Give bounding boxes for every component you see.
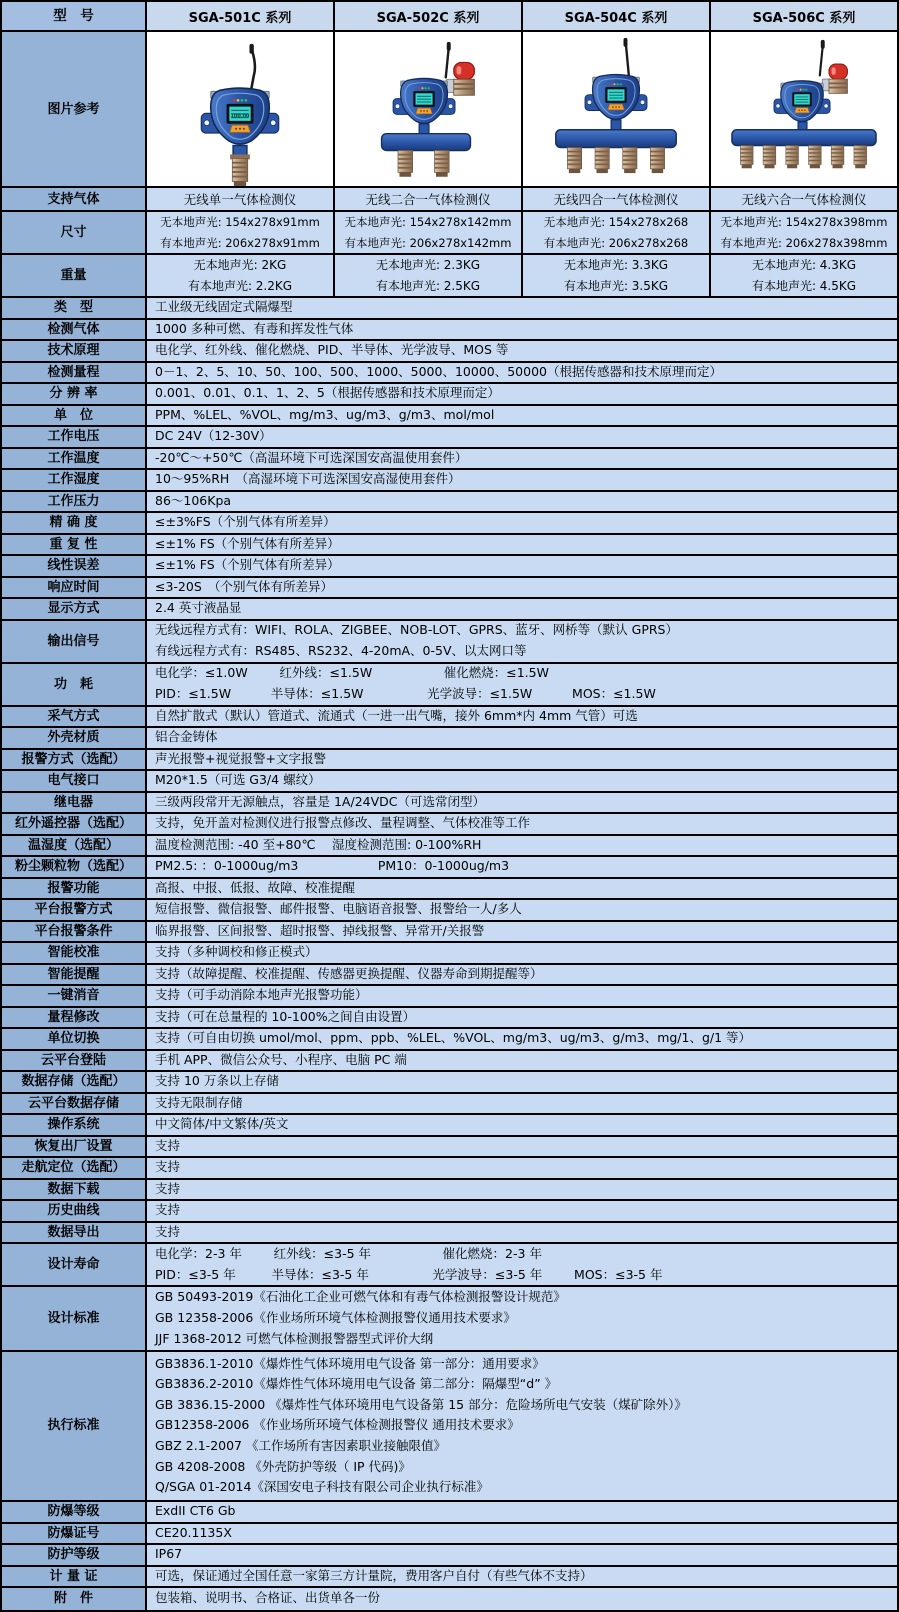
dimension-line: 无本地声光: 154x278x268 <box>543 214 689 229</box>
header-model-506c: SGA-506C 系列 <box>711 2 897 30</box>
spec-line: 自然扩散式（默认）管道式、流通式（一进一出气嘴，接外 6mm*内 4mm 气管）可选 <box>155 707 638 723</box>
spec-line: 中文简体/中文繁体/英文 <box>155 1116 289 1132</box>
spec-row-label: 报警功能 <box>2 879 147 899</box>
spec-line: 支持，免开盖对检测仪进行报警点修改、量程调整、气体校准等工作 <box>155 815 531 831</box>
spec-row-value <box>147 535 897 555</box>
spec-row-label: 线性误差 <box>2 556 147 576</box>
spec-row-value <box>147 341 897 361</box>
spec-line: GB3836.1-2010《爆炸性气体环境用电气设备 第一部分：通用要求》 <box>155 1355 545 1371</box>
spec-row <box>2 707 897 729</box>
spec-row-value <box>147 771 897 791</box>
spec-row-value <box>147 1567 897 1587</box>
spec-row-value <box>147 363 897 383</box>
spec-row <box>2 943 897 965</box>
spec-line: 支持 <box>155 1137 181 1153</box>
spec-line: 无线远程方式有：WIFI、ROLA、ZIGBEE、NOB-LOT、GPRS、蓝牙、网桥等（默认 GPRS） <box>155 622 678 638</box>
spec-row-value <box>147 1094 897 1114</box>
dimension-line: 有本地声光: 206x278x142mm <box>344 235 512 250</box>
spec-row-value <box>147 578 897 598</box>
spec-line: 临界报警、区间报警、超时报警、掉线报警、异常开/关报警 <box>155 922 485 938</box>
spec-line: CE20.1135X <box>155 1524 232 1540</box>
spec-line: GB 3836.15-2000 《爆炸性气体环境用电气设备第 15 部分：危险场所电气安装（煤矿除外）》 <box>155 1396 687 1412</box>
spec-row-label: 平台报警方式 <box>2 900 147 920</box>
weight-label: 重量 <box>2 255 147 296</box>
product-image-sga-504c-quad-detector <box>523 32 709 186</box>
spec-row <box>2 556 897 578</box>
supported-gas-502c: 无线二合一气体检测仪 <box>335 188 523 210</box>
spec-row-label: 报警方式（选配） <box>2 750 147 770</box>
spec-line: ≤±1% FS（个别气体有所差异） <box>155 557 340 573</box>
spec-row-label: 外壳材质 <box>2 728 147 748</box>
spec-row-label: 防爆等级 <box>2 1502 147 1522</box>
spec-line: PID：≤3-5 年 半导体：≤3-5 年 光学波导：≤3-5 年 MOS：≤3-5 年 <box>155 1266 663 1282</box>
spec-line: 支持（故障提醒、校准提醒、传感器更换提醒、仪器寿命到期提醒等） <box>155 965 543 981</box>
spec-row-value <box>147 1201 897 1221</box>
spec-line: PID：≤1.5W 半导体：≤1.5W 光学波导：≤1.5W MOS：≤1.5W <box>155 686 656 701</box>
header-model-502c: SGA-502C 系列 <box>335 2 523 30</box>
dimensions-label: 尺寸 <box>2 212 147 253</box>
spec-line: ≤3-20S （个别气体有所差异） <box>155 578 334 594</box>
spec-row-value <box>147 857 897 877</box>
spec-row-value <box>147 750 897 770</box>
spec-line: ≤±1% FS（个别气体有所差异） <box>155 535 340 551</box>
spec-line: DC 24V（12-30V） <box>155 428 272 444</box>
spec-line: 支持 10 万条以上存储 <box>155 1073 279 1089</box>
spec-row <box>2 599 897 621</box>
spec-line: 可选，保证通过全国任意一家第三方计量院，费用客户自付（有些气体不支持） <box>155 1567 593 1583</box>
spec-row-label: 走航定位（选配） <box>2 1158 147 1178</box>
spec-row <box>2 1115 897 1137</box>
svg-text:100.00: 100.00 <box>230 113 250 120</box>
spec-row-value <box>147 1008 897 1028</box>
spec-row-value <box>147 728 897 748</box>
spec-row-label: 粉尘颗粒物（选配） <box>2 857 147 877</box>
spec-row-label: 工作温度 <box>2 449 147 469</box>
spec-row-label: 防爆证号 <box>2 1524 147 1544</box>
spec-line: 包装箱、说明书、合格证、出货单各一份 <box>155 1590 381 1606</box>
spec-row-value <box>147 1223 897 1243</box>
spec-line: GB 12358-2006《作业场所环境气体检测报警仪通用技术要求》 <box>155 1309 516 1325</box>
spec-line: 0.001、0.01、0.1、1、2、5（根据传感器和技术原理而定） <box>155 385 500 401</box>
spec-line: 支持（可自由切换 umol/mol、ppm、ppb、%LEL、%VOL、mg/m3、ug/m3、g/m3、mg/1、g/1 等） <box>155 1030 752 1046</box>
spec-row <box>2 1588 897 1610</box>
spec-row <box>2 513 897 535</box>
spec-row-label: 一键消音 <box>2 986 147 1006</box>
weight-row <box>2 255 897 298</box>
spec-row-value <box>147 384 897 404</box>
spec-line: 支持 <box>155 1159 181 1175</box>
spec-row <box>2 1567 897 1589</box>
weight-line: 无本地声光: 4.3KG <box>751 257 857 272</box>
spec-row <box>2 1545 897 1567</box>
product-image-sga-506c-six-detector <box>711 32 897 186</box>
spec-row <box>2 664 897 707</box>
weight-line: 无本地声光: 2.3KG <box>375 257 481 272</box>
spec-line: 86～106Kpa <box>155 492 232 508</box>
spec-line: 支持 <box>155 1180 181 1196</box>
spec-row-value <box>147 1072 897 1092</box>
header-model-label: 型 号 <box>2 2 147 30</box>
spec-row-value <box>147 943 897 963</box>
spec-row-label: 操作系统 <box>2 1115 147 1135</box>
spec-row-value <box>147 449 897 469</box>
spec-line: 支持（可手动消除本地声光报警功能） <box>155 987 368 1003</box>
spec-row-label: 工作湿度 <box>2 470 147 490</box>
spec-row-label: 响应时间 <box>2 578 147 598</box>
spec-row <box>2 793 897 815</box>
spec-row <box>2 1502 897 1524</box>
spec-row-value <box>147 836 897 856</box>
spec-row-value <box>147 1137 897 1157</box>
spec-line: 2.4 英寸液晶显 <box>155 600 242 616</box>
spec-row-label: 防护等级 <box>2 1545 147 1565</box>
spec-row <box>2 771 897 793</box>
product-image-cell-504c <box>523 32 711 186</box>
spec-row-label: 重 复 性 <box>2 535 147 555</box>
spec-row-label: 技术原理 <box>2 341 147 361</box>
spec-row-value <box>147 1545 897 1565</box>
spec-row <box>2 320 897 342</box>
spec-line: GB 4208-2008 《外壳防护等级（ IP 代码)》 <box>155 1458 411 1474</box>
spec-row-value <box>147 1115 897 1135</box>
supported-gas-row <box>2 188 897 212</box>
spec-row-value <box>147 556 897 576</box>
spec-row-value <box>147 1502 897 1522</box>
spec-row <box>2 1524 897 1546</box>
spec-row <box>2 1244 897 1287</box>
spec-line: 支持无限制存储 <box>155 1094 243 1110</box>
spec-row-label: 附 件 <box>2 1588 147 1610</box>
spec-line: ≤±3%FS（个别气体有所差异） <box>155 514 336 530</box>
dimensions-502c <box>335 212 523 253</box>
spec-line: 铝合金铸体 <box>155 729 218 745</box>
spec-row-label: 设计标准 <box>2 1287 147 1350</box>
spec-row <box>2 621 897 664</box>
spec-row-value <box>147 427 897 447</box>
spec-row <box>2 1051 897 1073</box>
spec-row-label: 功 耗 <box>2 664 147 705</box>
dimensions-504c <box>523 212 711 253</box>
spec-row <box>2 814 897 836</box>
spec-row-label: 输出信号 <box>2 621 147 662</box>
spec-row <box>2 363 897 385</box>
spec-row-value <box>147 1029 897 1049</box>
dimensions-row <box>2 212 897 255</box>
spec-line: 声光报警+视觉报警+文字报警 <box>155 750 326 766</box>
spec-row-value <box>147 922 897 942</box>
weight-506c <box>711 255 897 296</box>
weight-line: 有本地声光: 2.5KG <box>375 278 481 293</box>
spec-line: 10～95%RH （高湿环境下可选深国安高湿使用套件） <box>155 471 461 487</box>
spec-row-label: 数据存储（选配） <box>2 1072 147 1092</box>
spec-line: 三级两段常开无源触点，容量是 1A/24VDC（可选常闭型） <box>155 793 485 809</box>
spec-row-label: 单位切换 <box>2 1029 147 1049</box>
spec-row <box>2 900 897 922</box>
spec-row-label: 数据导出 <box>2 1223 147 1243</box>
spec-row-value <box>147 986 897 1006</box>
spec-row <box>2 750 897 772</box>
spec-row <box>2 1352 897 1503</box>
spec-row-value <box>147 664 897 705</box>
dimension-line: 无本地声光: 154x278x398mm <box>720 214 888 229</box>
spec-row-label: 设计寿命 <box>2 1244 147 1285</box>
spec-line: 有线远程方式有：RS485、RS232、4-20mA、0-5V、以太网口等 <box>155 643 527 658</box>
spec-row-value <box>147 1180 897 1200</box>
dimensions-501c <box>147 212 335 253</box>
spec-row <box>2 1137 897 1159</box>
spec-row <box>2 836 897 858</box>
image-row-label: 图片参考 <box>2 32 147 186</box>
spec-row <box>2 1008 897 1030</box>
spec-line: GB3836.2-2010《爆炸性气体环境用电气设备 第二部分：隔爆型“d” 》 <box>155 1376 558 1392</box>
spec-row-label: 继电器 <box>2 793 147 813</box>
spec-row <box>2 578 897 600</box>
spec-line: 支持 <box>155 1202 181 1218</box>
spec-row <box>2 879 897 901</box>
spec-row-value <box>147 1244 897 1285</box>
weight-line: 无本地声光: 3.3KG <box>563 257 669 272</box>
spec-row <box>2 1201 897 1223</box>
spec-row <box>2 535 897 557</box>
spec-row <box>2 449 897 471</box>
spec-line: 高报、中报、低报、故障、校准提醒 <box>155 879 356 895</box>
spec-row-label: 智能校准 <box>2 943 147 963</box>
spec-row-value <box>147 1287 897 1350</box>
spec-line: 电化学：2-3 年 红外线：≤3-5 年 催化燃烧：2-3 年 <box>155 1245 542 1261</box>
supported-gas-501c: 无线单一气体检测仪 <box>147 188 335 210</box>
spec-line: 温度检测范围: -40 至+80℃ 湿度检测范围: 0-100%RH <box>155 836 482 852</box>
spec-row-value <box>147 1588 897 1610</box>
spec-row-label: 计 量 证 <box>2 1567 147 1587</box>
spec-row <box>2 1223 897 1245</box>
spec-row-label: 检测气体 <box>2 320 147 340</box>
weight-line: 有本地声光: 4.5KG <box>751 278 857 293</box>
spec-line: 电化学、红外线、催化燃烧、PID、半导体、光学波导、MOS 等 <box>155 342 509 358</box>
spec-row-value <box>147 470 897 490</box>
spec-row-label: 智能提醒 <box>2 965 147 985</box>
spec-row <box>2 470 897 492</box>
spec-row-value <box>147 492 897 512</box>
spec-line: -20℃～+50℃（高温环境下可选深国安高温使用套件） <box>155 449 468 465</box>
spec-row <box>2 1094 897 1116</box>
spec-row-label: 温湿度（选配） <box>2 836 147 856</box>
spec-line: GB 50493-2019《石油化工企业可燃气体和有毒气体检测报警设计规范》 <box>155 1289 566 1305</box>
spec-row-label: 分 辨 率 <box>2 384 147 404</box>
spec-line: M20*1.5（可选 G3/4 螺纹） <box>155 772 321 788</box>
spec-row-label: 平台报警条件 <box>2 922 147 942</box>
spec-row-value <box>147 1524 897 1544</box>
spec-row-label: 执行标准 <box>2 1352 147 1501</box>
spec-row <box>2 965 897 987</box>
weight-line: 有本地声光: 2.2KG <box>187 278 293 293</box>
spec-row-value <box>147 879 897 899</box>
product-image-cell-502c <box>335 32 523 186</box>
dimension-line: 有本地声光: 206x278x268 <box>543 235 689 250</box>
product-image-sga-502c-dual-detector <box>335 32 521 186</box>
spec-row-value <box>147 793 897 813</box>
spec-line: 支持（多种调校和修正模式） <box>155 944 318 960</box>
spec-row-label: 采气方式 <box>2 707 147 727</box>
weight-501c <box>147 255 335 296</box>
header-model-501c: SGA-501C 系列 <box>147 2 335 30</box>
spec-row-label: 电气接口 <box>2 771 147 791</box>
spec-row-value <box>147 707 897 727</box>
spec-row <box>2 728 897 750</box>
weight-504c <box>523 255 711 296</box>
spec-row <box>2 857 897 879</box>
spec-row <box>2 492 897 514</box>
spec-row-label: 单 位 <box>2 406 147 426</box>
spec-row-label: 工作电压 <box>2 427 147 447</box>
spec-row-value <box>147 900 897 920</box>
spec-row-value <box>147 814 897 834</box>
spec-row-value <box>147 298 897 318</box>
spec-row-label: 工作压力 <box>2 492 147 512</box>
spec-row <box>2 1072 897 1094</box>
spec-row-label: 恢复出厂设置 <box>2 1137 147 1157</box>
header-model-504c: SGA-504C 系列 <box>523 2 711 30</box>
spec-line: 电化学：≤1.0W 红外线：≤1.5W 催化燃烧：≤1.5W <box>155 665 549 681</box>
spec-row-value <box>147 599 897 619</box>
dimension-line: 有本地声光: 206x278x91mm <box>160 235 320 250</box>
spec-line: PM2.5: ：0-1000ug/m3 PM10：0-1000ug/m3 <box>155 858 510 874</box>
spec-row-label: 红外遥控器（选配） <box>2 814 147 834</box>
supported-gas-506c: 无线六合一气体检测仪 <box>711 188 897 210</box>
spec-row <box>2 986 897 1008</box>
supported-gas-504c: 无线四合一气体检测仪 <box>523 188 711 210</box>
spec-line: ExdII CT6 Gb <box>155 1503 236 1519</box>
spec-line: 1000 多种可燃、有毒和挥发性气体 <box>155 320 354 336</box>
spec-row-label: 精 确 度 <box>2 513 147 533</box>
dimension-line: 无本地声光: 154x278x142mm <box>344 214 512 229</box>
spec-line: 支持（可在总量程的 10-100%之间自由设置） <box>155 1008 416 1024</box>
spec-row <box>2 384 897 406</box>
spec-line: GBZ 2.1-2007 《工作场所有害因素职业接触限值》 <box>155 1438 446 1454</box>
weight-line: 无本地声光: 2KG <box>193 257 287 272</box>
product-image-cell-506c <box>711 32 897 186</box>
spec-row-value <box>147 965 897 985</box>
spec-line: Q/SGA 01-2014《深国安电子科技有限公司企业执行标准》 <box>155 1479 489 1495</box>
spec-row-label: 云平台登陆 <box>2 1051 147 1071</box>
dimensions-506c <box>711 212 897 253</box>
spec-row <box>2 1029 897 1051</box>
weight-502c <box>335 255 523 296</box>
spec-line: 0－1、2、5、10、50、100、500、1000、5000、10000、50000（根据传感器和技术原理而定） <box>155 363 722 379</box>
spec-line: 工业级无线固定式隔爆型 <box>155 299 293 315</box>
spec-line: PPM、%LEL、%VOL、mg/m3、ug/m3、g/m3、mol/mol <box>155 406 495 422</box>
spec-rows-container <box>2 298 897 1610</box>
spec-line: GB12358-2006 《作业场所环境气体检测报警仪 通用技术要求》 <box>155 1417 520 1433</box>
dimension-line: 无本地声光: 154x278x91mm <box>160 214 320 229</box>
spec-row-value <box>147 513 897 533</box>
table-header-row <box>2 2 897 32</box>
spec-row-value <box>147 1158 897 1178</box>
spec-row <box>2 922 897 944</box>
spec-row-label: 类 型 <box>2 298 147 318</box>
spec-line: IP67 <box>155 1546 183 1562</box>
spec-row-value <box>147 320 897 340</box>
spec-row <box>2 1180 897 1202</box>
spec-row-label: 历史曲线 <box>2 1201 147 1221</box>
spec-line: 手机 APP、微信公众号、小程序、电脑 PC 端 <box>155 1051 407 1067</box>
spec-row-value <box>147 1352 897 1501</box>
spec-row <box>2 298 897 320</box>
supported-gas-label: 支持气体 <box>2 188 147 210</box>
image-row <box>2 32 897 188</box>
spec-row-value <box>147 406 897 426</box>
spec-row-label: 数据下载 <box>2 1180 147 1200</box>
spec-row <box>2 1287 897 1352</box>
weight-line: 有本地声光: 3.5KG <box>563 278 669 293</box>
spec-row-label: 显示方式 <box>2 599 147 619</box>
spec-row <box>2 427 897 449</box>
spec-line: 支持 <box>155 1223 181 1239</box>
spec-row-label: 云平台数据存储 <box>2 1094 147 1114</box>
spec-line: 短信报警、微信报警、邮件报警、电脑语音报警、报警给一人/多人 <box>155 901 522 917</box>
spec-row-value <box>147 1051 897 1071</box>
product-image-cell-501c <box>147 32 335 186</box>
spec-row-value <box>147 621 897 662</box>
spec-row <box>2 406 897 428</box>
product-image-sga-501c-single-detector <box>147 32 333 186</box>
spec-row <box>2 341 897 363</box>
spec-row-label: 量程修改 <box>2 1008 147 1028</box>
spec-row <box>2 1158 897 1180</box>
spec-line: JJF 1368-2012 可燃气体检测报警器型式评价大纲 <box>155 1330 434 1346</box>
spec-row-label: 检测量程 <box>2 363 147 383</box>
dimension-line: 有本地声光: 206x278x398mm <box>720 235 888 250</box>
